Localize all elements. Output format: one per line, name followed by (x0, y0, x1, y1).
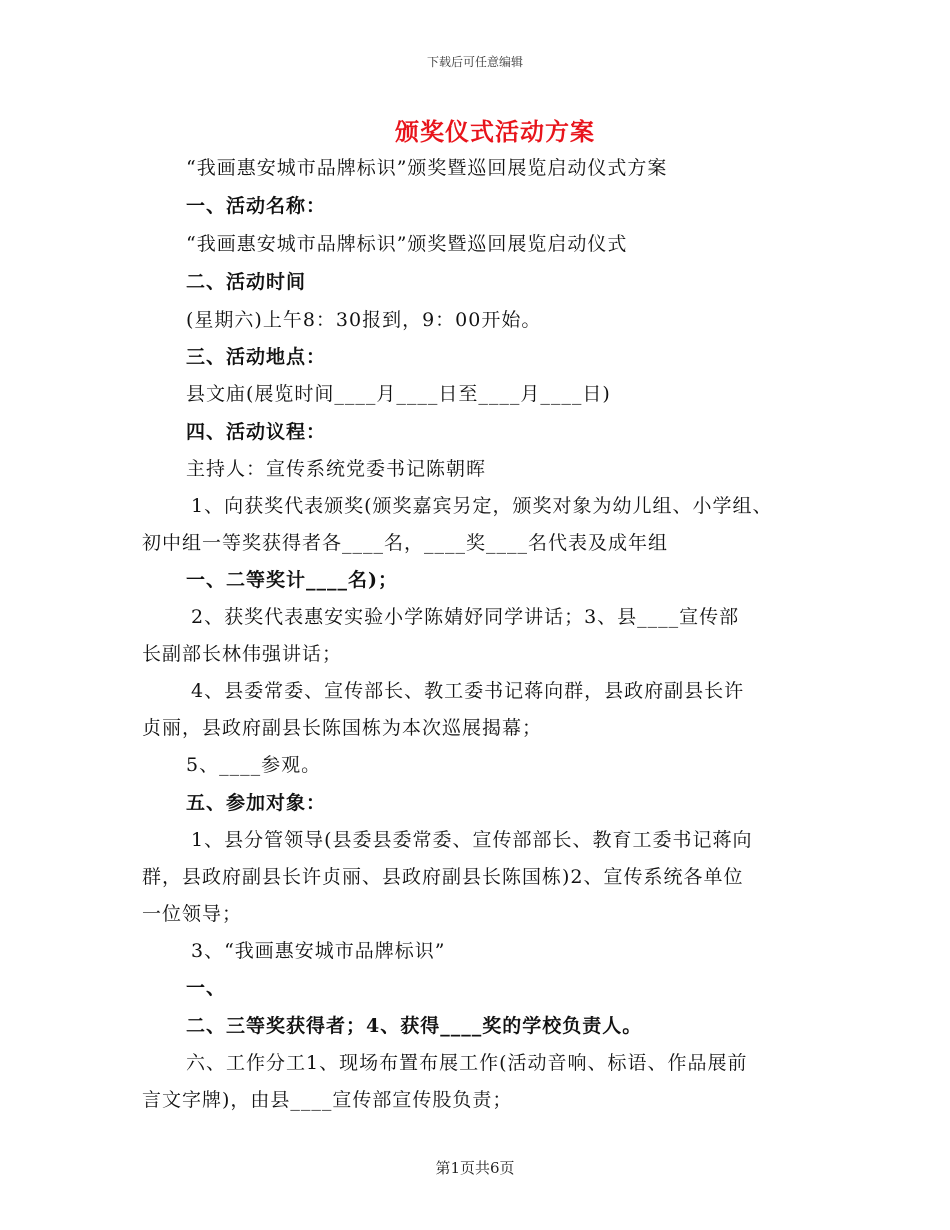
page-footer: 第1页共6页 (435, 1159, 515, 1177)
subtitle-line: “我画惠安城市品牌标识”颁奖暨巡回展览启动仪式方案 (186, 157, 668, 179)
agenda-item-4-line-2: 贞丽，县政府副县长陈国栋为本次巡展揭幕； (142, 717, 543, 739)
header-note: 下载后可任意编辑 (426, 55, 523, 69)
participants-line-6: 二、三等奖获得者；4、获得____奖的学校负责人。 (186, 1015, 643, 1037)
agenda-host-line: 主持人：宣传系统党委书记陈朝晖 (186, 458, 487, 480)
section-heading-name: 一、活动名称： (186, 195, 327, 217)
work-division-line-1: 六、工作分工1、现场布置布展工作(活动音响、标语、作品展前 (186, 1052, 748, 1074)
participants-line-3: 一位领导； (142, 903, 243, 925)
agenda-item-5-line: 5、____参观。 (186, 754, 322, 776)
section-heading-location: 三、活动地点： (186, 346, 327, 368)
activity-time-line: (星期六)上午8：30报到，9：00开始。 (186, 309, 542, 331)
participants-line-2: 群，县政府副县长许贞丽、县政府副县长陈国栋)2、宣传系统各单位 (142, 866, 744, 888)
agenda-item-2-line-2: 长副部长林伟强讲话； (142, 643, 343, 665)
activity-name-line: “我画惠安城市品牌标识”颁奖暨巡回展览启动仪式 (186, 233, 628, 255)
section-heading-agenda: 四、活动议程： (186, 421, 327, 443)
agenda-item-1-line-3: 一、二等奖计____名)； (186, 569, 398, 591)
agenda-item-2-line-1: 2、获奖代表惠安实验小学陈婧妤同学讲话；3、县____宣传部 (191, 606, 740, 628)
agenda-item-1-line-2: 初中组一等奖获得者各____名，____奖____名代表及成年组 (142, 532, 669, 554)
activity-location-line: 县文庙(展览时间____月____日至____月____日) (186, 383, 611, 405)
section-heading-participants: 五、参加对象： (186, 792, 327, 814)
agenda-item-4-line-1: 4、县委常委、宣传部长、教工委书记蒋向群，县政府副县长许 (191, 680, 745, 702)
participants-line-5: 一、 (186, 977, 227, 999)
section-heading-time: 二、活动时间 (186, 271, 307, 293)
agenda-item-1-line-1: 1、向获奖代表颁奖(颁奖嘉宾另定，颁奖对象为幼儿组、小学组、 (191, 495, 773, 517)
work-division-line-2: 言文字牌)，由县____宣传部宣传股负责； (142, 1089, 513, 1111)
participants-line-4: 3、“我画惠安城市品牌标识” (191, 940, 446, 962)
participants-line-1: 1、县分管领导(县委县委常委、宣传部部长、教育工委书记蒋向 (191, 829, 753, 851)
document-title: 颁奖仪式活动方案 (395, 117, 595, 146)
